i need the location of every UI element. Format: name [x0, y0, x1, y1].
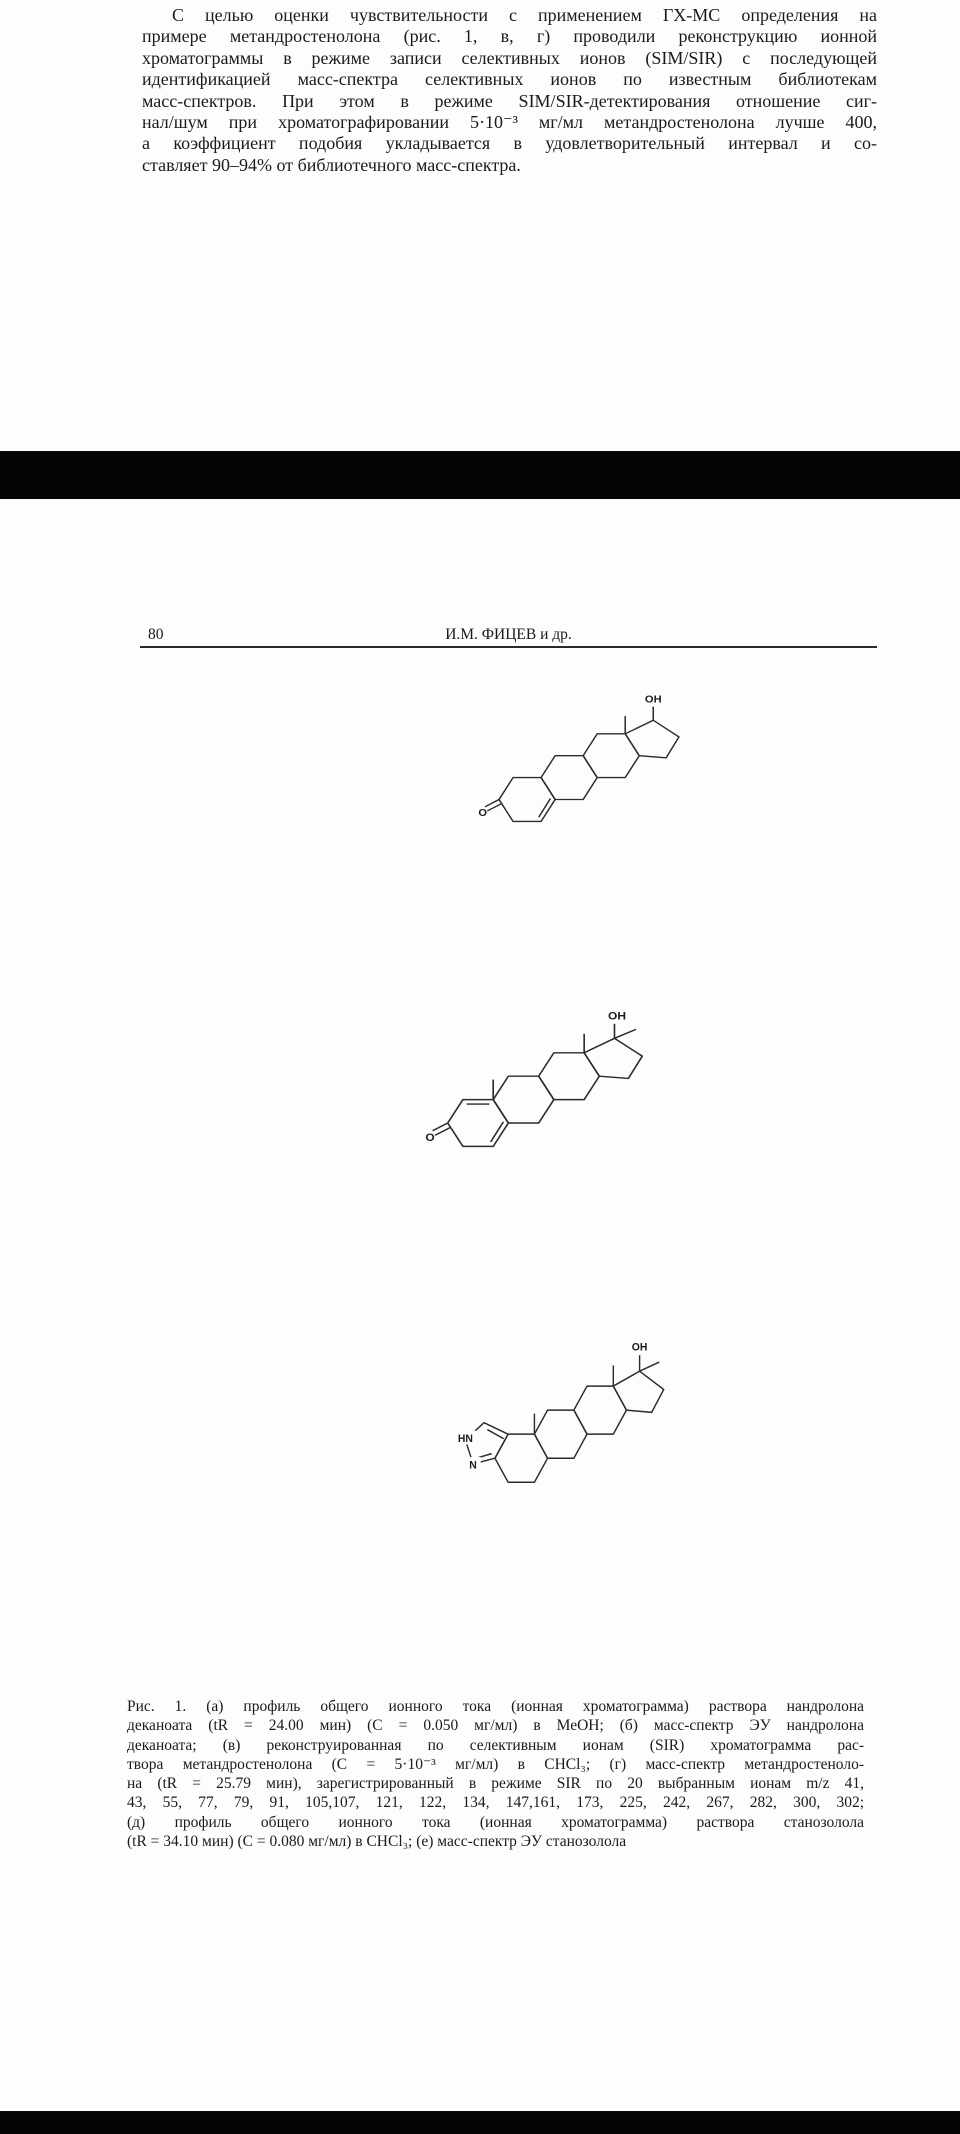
body-paragraph	[142, 5, 877, 176]
caption-line: деканоата; (в) реконструированная по селективным ионам (SIR) хроматограмма рас-	[127, 1736, 864, 1754]
ring-b	[534, 1410, 587, 1458]
page-number: 80	[148, 626, 164, 643]
body-line: масс-спектров. При этом в режиме SIM/SIR-детектирования отношение сиг-	[142, 90, 877, 111]
ring-d	[625, 720, 679, 758]
caption-line: 43, 55, 77, 79, 91, 105,107, 121, 122, 134, 147,161, 173, 225, 242, 267, 282, 300, 302;	[127, 1794, 864, 1812]
body-line: примере метандростенолона (рис. 1, в, г) проводили реконструкцию ионной	[142, 26, 877, 47]
caption-line: твора метандростенолона (С = 5·10⁻³ мг/мл) в CHCl₃; (г) масс-спектр метандростеноло-	[127, 1755, 864, 1773]
o-label: O	[478, 807, 487, 820]
structure-stanozolol	[438, 1338, 690, 1504]
header-rule	[140, 646, 877, 648]
n-label: N	[469, 1459, 477, 1472]
top-black-band	[0, 451, 960, 499]
caption-line: на (tR = 25.79 мин), зарегистрированный в режиме SIR по 20 выбранным ионам m/z 41,	[127, 1775, 864, 1793]
caption-line: деканоата (tR = 24.00 мин) (С = 0.050 мг/мл) в МеОН; (б) масс-спектр ЭУ нандролона	[127, 1717, 864, 1735]
page-header	[140, 626, 877, 644]
ring-d	[584, 1038, 642, 1078]
methyl-bond-c17	[614, 1029, 635, 1038]
body-line: ставляет 90–94% от библиотечного масс-спектра.	[142, 154, 521, 175]
body-line: нал/шум при хроматографировании 5·10⁻³ мг/мл метандростенолона лучше 400,	[142, 112, 877, 133]
ring-a	[495, 1434, 548, 1482]
ring-c	[574, 1386, 627, 1434]
caption-line: Рис. 1. (а) профиль общего ионного тока (ионная хроматограмма) раствора нандролона	[127, 1698, 864, 1715]
methyl-bond-c17	[640, 1362, 660, 1371]
caption-line: (tR = 34.10 мин) (С = 0.080 мг/мл) в CHCl₃; (е) масс-спектр ЭУ станозолола	[127, 1833, 627, 1851]
bottom-black-band	[0, 2111, 960, 2134]
ring-c	[539, 1053, 600, 1100]
structure-methandrostenolone	[425, 1006, 665, 1162]
ring-double-bond-4	[491, 1122, 504, 1142]
oh-label: OH	[644, 694, 662, 706]
figure-caption	[127, 1697, 864, 1851]
ring-a	[448, 1100, 509, 1147]
o-label: O	[425, 1132, 435, 1144]
body-line: а коэффициент подобия укладывается в удовлетворительный интервал и со-	[142, 133, 877, 154]
structure-nandrolone	[478, 690, 700, 836]
oh-label: OH	[608, 1010, 626, 1023]
ring-b	[493, 1076, 554, 1123]
body-line: идентификацией масс-спектра селективных ионов по известным библиотекам	[142, 69, 877, 90]
body-line: хроматограммы в режиме записи селективных ионов (SIM/SIR) с последующей	[142, 47, 877, 68]
ring-d	[613, 1371, 663, 1412]
ring-b	[541, 756, 597, 800]
body-line: С целью оценки чувствительности с применением ГХ-МС определения на	[172, 5, 877, 25]
hn-label: HN	[457, 1432, 473, 1446]
oh-label: OH	[631, 1341, 648, 1354]
ring-a	[499, 778, 555, 822]
ring-c	[583, 734, 639, 778]
caption-line: (д) профиль общего ионного тока (ионная хроматограмма) раствора станозолола	[127, 1813, 864, 1831]
running-title: И.М. ФИЦЕВ и др.	[445, 626, 572, 643]
ring-double-bond	[539, 798, 551, 817]
